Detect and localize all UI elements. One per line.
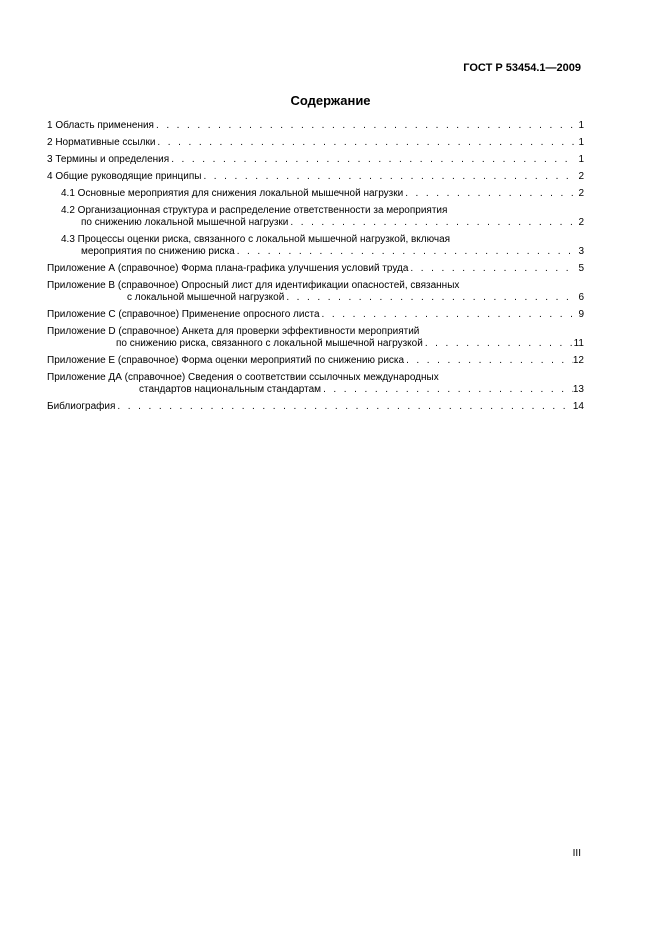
page-number: III xyxy=(572,848,581,859)
toc-entry[interactable] xyxy=(47,234,584,258)
toc-entry[interactable] xyxy=(47,171,584,183)
toc-entry-continuation xyxy=(47,384,584,396)
toc-entry-page: 12 xyxy=(572,355,584,366)
toc-entry-page: 13 xyxy=(572,384,584,395)
toc-leader xyxy=(320,309,574,321)
toc-entry[interactable] xyxy=(47,280,584,304)
toc-leader xyxy=(201,171,574,183)
toc-entry-continuation xyxy=(47,338,584,350)
toc-entry-label: 2 Нормативные ссылки xyxy=(47,137,156,148)
toc-entry-label: 4.1 Основные мероприятия для снижения локальной мышечной нагрузки xyxy=(61,188,404,199)
toc-entry[interactable] xyxy=(47,120,584,132)
toc-entry-continuation xyxy=(47,292,584,304)
toc-entry-label-continued: с локальной мышечной нагрузкой xyxy=(127,292,285,303)
table-of-contents xyxy=(47,120,584,418)
toc-entry[interactable] xyxy=(47,263,584,275)
toc-entry-page: 2 xyxy=(578,171,584,182)
toc-entry-label: Библиография xyxy=(47,401,116,412)
toc-entry[interactable] xyxy=(47,401,584,413)
toc-entry-label: Приложение Е (справочное) Форма оценки мероприятий по снижению риска xyxy=(47,355,405,366)
toc-entry-page: 3 xyxy=(578,246,584,257)
toc-entry-page: 2 xyxy=(578,188,584,199)
toc-entry-label-continued: стандартов национальным стандартам xyxy=(139,384,322,395)
toc-entry-label: Приложение В (справочное) Опросный лист для идентификации опасностей, связанных xyxy=(47,280,460,291)
toc-leader xyxy=(284,292,574,304)
toc-entry-label: 4 Общие руководящие принципы xyxy=(47,171,202,182)
toc-leader xyxy=(408,263,574,275)
toc-entry-label: 4.3 Процессы оценки риска, связанного с локальной мышечной нагрузкой, включая xyxy=(61,234,451,245)
toc-entry-page: 2 xyxy=(578,217,584,228)
toc-entry-label: 4.2 Организационная структура и распределение ответственности за мероприятия xyxy=(61,205,448,216)
toc-leader xyxy=(155,137,574,149)
toc-entry-label-continued: по снижению риска, связанного с локальной мышечной нагрузкой xyxy=(116,338,423,349)
toc-leader xyxy=(288,217,574,229)
toc-leader xyxy=(169,154,574,166)
toc-entry-label-continued: мероприятия по снижению риска xyxy=(81,246,235,257)
toc-entry-label: Приложение А (справочное) Форма плана-графика улучшения условий труда xyxy=(47,263,409,274)
toc-entry-page: 5 xyxy=(578,263,584,274)
toc-entry[interactable] xyxy=(47,188,584,200)
page-title: Содержание xyxy=(290,93,371,108)
toc-entry-page: 1 xyxy=(578,154,584,165)
toc-entry[interactable] xyxy=(47,355,584,367)
toc-entry[interactable] xyxy=(47,154,584,166)
toc-entry-continuation xyxy=(61,217,584,229)
toc-entry[interactable] xyxy=(47,205,584,229)
toc-entry[interactable] xyxy=(47,137,584,149)
toc-entry-continuation xyxy=(61,246,584,258)
toc-leader xyxy=(403,188,574,200)
toc-entry-label: Приложение D (справочное) Анкета для проверки эффективности мероприятий xyxy=(47,326,420,337)
toc-entry-label-continued: по снижению локальной мышечной нагрузки xyxy=(81,217,289,228)
toc-entry-label: 3 Термины и определения xyxy=(47,154,170,165)
toc-entry-page: 9 xyxy=(578,309,584,320)
toc-leader xyxy=(423,338,574,350)
standard-designation: ГОСТ Р 53454.1—2009 xyxy=(463,62,581,74)
toc-entry-page: 1 xyxy=(578,137,584,148)
toc-leader xyxy=(321,384,573,396)
toc-entry-page: 1 xyxy=(578,120,584,131)
toc-entry-label: 1 Область применения xyxy=(47,120,154,131)
toc-entry-label: Приложение ДА (справочное) Сведения о соответствии ссылочных международных xyxy=(47,372,439,383)
toc-leader xyxy=(154,120,574,132)
toc-entry-page: 11 xyxy=(573,338,584,349)
toc-leader xyxy=(404,355,573,367)
toc-entry-page: 14 xyxy=(572,401,584,412)
toc-entry[interactable] xyxy=(47,309,584,321)
toc-leader xyxy=(235,246,574,258)
toc-entry-label: Приложение С (справочное) Применение опросного листа xyxy=(47,309,320,320)
toc-entry[interactable] xyxy=(47,372,584,396)
toc-entry[interactable] xyxy=(47,326,584,350)
toc-leader xyxy=(115,401,572,413)
toc-entry-page: 6 xyxy=(578,292,584,303)
